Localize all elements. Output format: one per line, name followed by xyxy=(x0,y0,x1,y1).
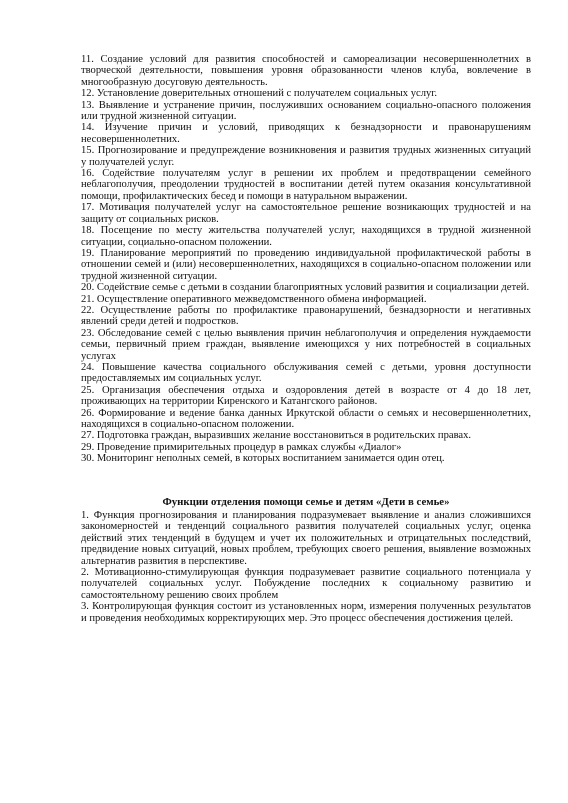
list-item: 16. Содействие получателям услуг в решении их проблем и предотвращении семейного неблагополучия, преодолении трудностей в воспитании детей путем оказания консультативной помощи, профилактических бесед и помощи в натуральном выражении. xyxy=(81,168,531,202)
list-item: 25. Организация обеспечения отдыха и оздоровления детей в возрасте от 4 до 18 лет, проживающих на территории Киренского и Катангского районов. xyxy=(81,384,531,408)
list-item: 19. Планирование мероприятий по проведению индивидуальной профилактической работы в отношении семей и (или) несовершеннолетних, находящихся в социально-опасном положении или трудной жизненной ситуации. xyxy=(81,247,531,282)
list-item: 14. Изучение причин и условий, приводящих к безнадзорности и правонарушениям несовершеннолетних. xyxy=(81,122,531,145)
list-item: 17. Мотивация получателей услуг на самостоятельное решение возникающих трудностей и на защиту от социальных рисков. xyxy=(81,202,531,225)
function-paragraph: 1. Функция прогнозирования и планирования подразумевает выявление и анализ сложившихся закономерностей и тенденций социального развития получателей социальных услуг, оценка действий этих тенденций в будущем и учет их положительных и отрицательных последствий, предвидение новых ситуаций, новых проблем, требующих своего решения, выявление возможных альтернатив развития в перспективе. xyxy=(81,510,531,567)
list-item: 21. Осуществление оперативного межведомственного обмена информацией. xyxy=(81,293,427,305)
services-list xyxy=(81,54,531,465)
list-item: 18. Посещение по месту жительства получателей услуг, находящихся в трудной жизненной ситуации, социально-опасном положении. xyxy=(81,225,531,248)
function-paragraph: 3. Контролирующая функция состоит из установленных норм, измерения полученных результатов и проведения необходимых корректирующих мер. Это процесс обеспечения достижения целей. xyxy=(81,601,531,624)
list-item: 30. Мониторинг неполных семей, в которых воспитанием занимается один отец. xyxy=(81,453,445,465)
list-item: 20. Содействие семье с детьми в создании благоприятных условий развития и социализации детей. xyxy=(81,282,530,294)
list-item: 26. Формирование и ведение банка данных Иркутской области о семьях и несовершеннолетних, находящихся в социально-опасном положении. xyxy=(81,407,531,430)
list-item: 24. Повышение качества социального обслуживания семей с детьми, уровня доступности предоставляемых им социальных услуг. xyxy=(81,361,531,385)
list-item: 27. Подготовка граждан, выразивших желание восстановиться в родительских правах. xyxy=(81,430,472,442)
functions-list xyxy=(81,510,531,624)
section-spacer xyxy=(81,465,531,497)
list-item: 13. Выявление и устранение причин, послуживших основанием социально-опасного положения или трудной жизненной ситуации. xyxy=(81,99,531,123)
list-item: 15. Прогнозирование и предупреждение возникновения и развития трудных жизненных ситуаций у получателей услуг. xyxy=(81,145,531,168)
section-title: Функции отделения помощи семье и детям «Дети в семье» xyxy=(162,495,450,508)
list-item: 23. Обследование семей с целью выявления причин неблагополучия и определения нуждаемости семьи, первичный прием граждан, выявление имеющихся у них потребностей в социальных услугах xyxy=(81,327,531,362)
function-paragraph: 2. Мотивационно-стимулирующая функция подразумевает развитие социального потенциала у получателей социальных услуг. Побуждение последних к социальному развитию и самостоятельному решению своих проблем xyxy=(81,567,531,601)
list-item: 12. Установление доверительных отношений с получателем социальных услуг. xyxy=(81,88,438,100)
list-item: 22. Осуществление работы по профилактике правонарушений, безнадзорности и негативных явлений среди детей и подростков. xyxy=(81,304,531,328)
list-item: 29. Проведение примирительных процедур в рамках службы «Диалог» xyxy=(81,441,402,453)
list-item: 11. Создание условий для развития способностей и самореализации несовершеннолетних в творческой деятельности, повышения уровня образованности членов клуба, вовлечение в многообразную досуговую деятельность. xyxy=(81,54,531,88)
